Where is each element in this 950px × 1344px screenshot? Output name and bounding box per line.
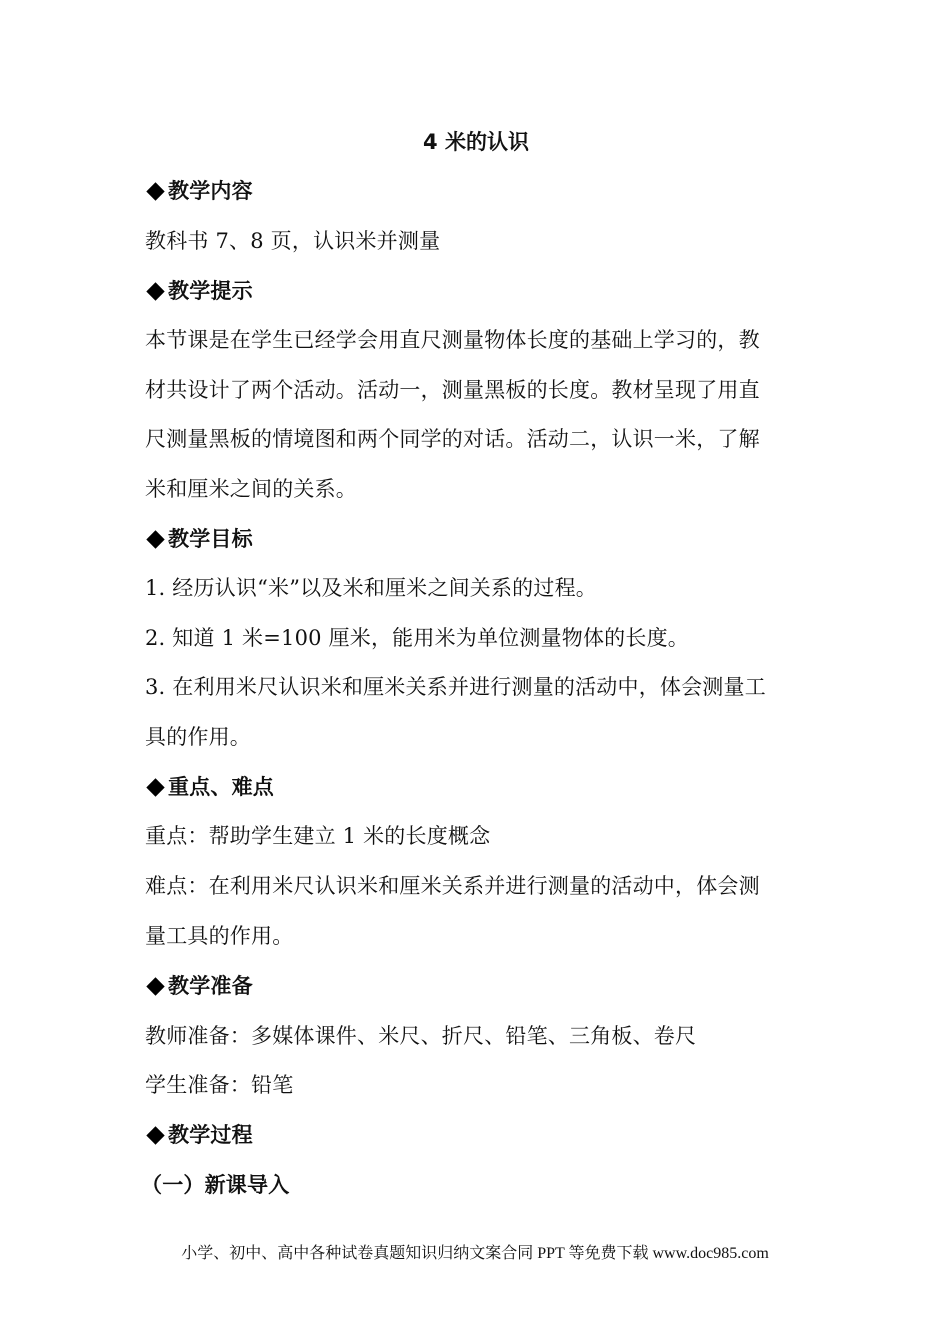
heading-text: 教学提示 — [168, 279, 253, 303]
teacher-preparation-line: 教师准备：多媒体课件、米尺、折尺、铅笔、三角板、卷尺 — [145, 1024, 697, 1048]
paragraph-line: 教科书 7、8 页，认识米并测量 — [145, 229, 441, 253]
diamond-bullet-icon — [146, 778, 164, 796]
difficulty-line: 难点：在利用米尺认识米和厘米关系并进行测量的活动中，体会测 — [145, 874, 760, 898]
heading-text: 教学准备 — [168, 974, 253, 998]
objective-item-1: 1. 经历认识“米”以及米和厘米之间关系的过程。 — [145, 576, 597, 600]
paragraph-line: 米和厘米之间的关系。 — [145, 477, 357, 501]
section-heading-hints — [145, 276, 807, 306]
paragraph-line: 本节课是在学生已经学会用直尺测量物体长度的基础上学习的，教 — [145, 328, 760, 352]
student-preparation-line: 学生准备：铅笔 — [145, 1073, 294, 1097]
heading-text: 教学目标 — [168, 527, 253, 551]
difficulty-line-continued: 量工具的作用。 — [145, 924, 294, 948]
objective-item-2: 2. 知道 1 米=100 厘米，能用米为单位测量物体的长度。 — [145, 626, 689, 650]
paragraph-line: 材共设计了两个活动。活动一，测量黑板的长度。教材呈现了用直 — [145, 378, 760, 402]
section-heading-key-points — [145, 772, 807, 802]
footer-watermark: 小学、初中、高中各种试卷真题知识归纳文案合同 PPT 等免费下载 www.doc985.com — [181, 1245, 769, 1262]
diamond-bullet-icon — [146, 530, 164, 548]
section-heading-objectives — [145, 524, 807, 554]
subsection-heading-intro: （一）新课导入 — [141, 1173, 290, 1197]
diamond-bullet-icon — [146, 977, 164, 995]
section-heading-preparation — [145, 971, 807, 1001]
diamond-bullet-icon — [146, 182, 164, 200]
heading-text: 教学过程 — [168, 1123, 253, 1147]
diamond-bullet-icon — [146, 1126, 164, 1144]
heading-text: 重点、难点 — [168, 775, 274, 799]
key-point-line: 重点：帮助学生建立 1 米的长度概念 — [145, 824, 491, 848]
diamond-bullet-icon — [146, 282, 164, 300]
paragraph-line: 尺测量黑板的情境图和两个同学的对话。活动二，认识一米，了解 — [145, 427, 760, 451]
section-heading-content — [145, 176, 807, 206]
objective-item-3: 3. 在利用米尺认识米和厘米关系并进行测量的活动中，体会测量工 — [145, 675, 766, 699]
objective-item-3-continued: 具的作用。 — [145, 725, 251, 749]
document-title: 4 米的认识 — [423, 130, 529, 154]
heading-text: 教学内容 — [168, 179, 253, 203]
section-heading-process — [145, 1120, 807, 1150]
